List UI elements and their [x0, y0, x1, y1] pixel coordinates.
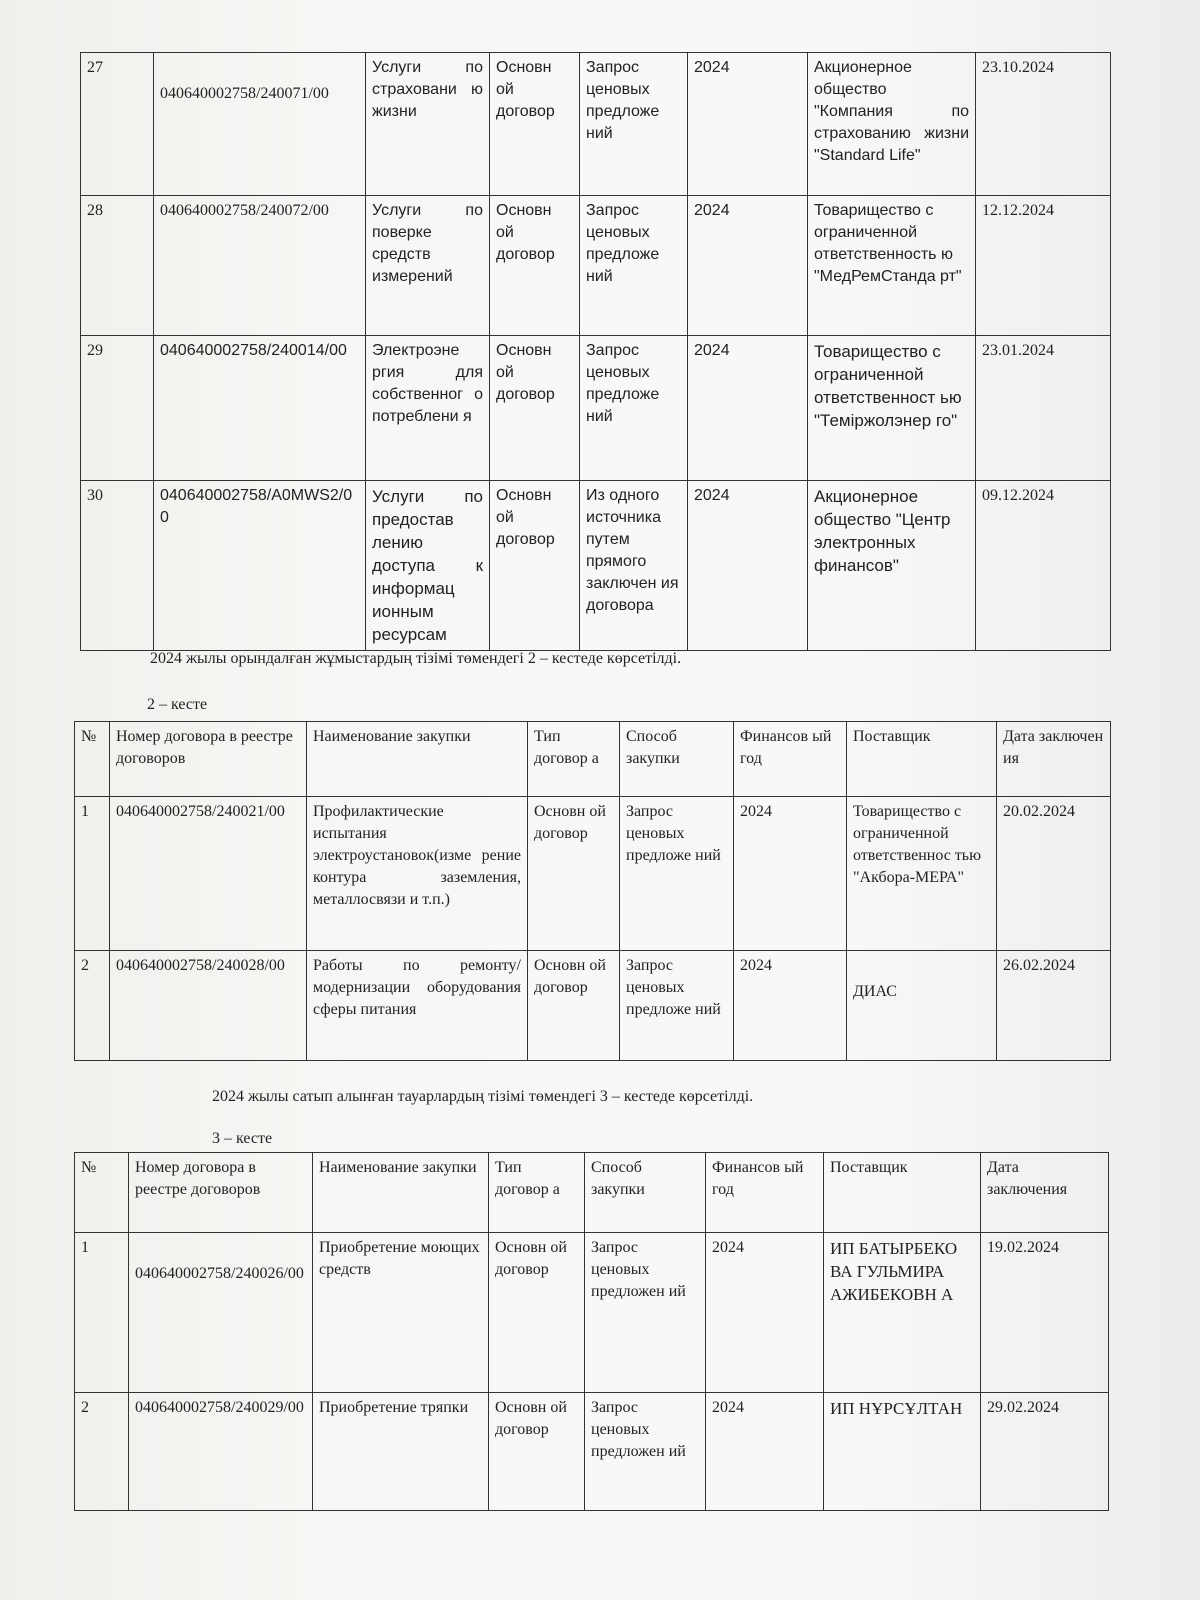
- fiscal-year: 2024: [734, 951, 847, 1061]
- table-row: [75, 951, 1111, 1061]
- contract-number: 040640002758/240014/00: [154, 336, 366, 481]
- table-header-row: [75, 722, 1111, 797]
- fiscal-year: 2024: [706, 1233, 824, 1393]
- conclusion-date: 29.02.2024: [981, 1393, 1109, 1511]
- supplier: ДИАС: [847, 951, 997, 1061]
- header-number: №: [75, 1153, 129, 1233]
- header-contract-type: Тип договор а: [489, 1153, 585, 1233]
- table-3-caption: 3 – кесте: [212, 1130, 273, 1147]
- purchase-name: Работы по ремонту/модернизации оборудования сферы питания: [307, 951, 528, 1061]
- supplier: Товарищество с ограниченной ответственность ю "МедРемСтанда рт": [808, 196, 976, 336]
- supplier: Товарищество с ограниченной ответственност ью "Теміржолэнер го": [808, 336, 976, 481]
- header-purchase-name: Наименование закупки: [313, 1153, 489, 1233]
- contract-number: 040640002758/240071/00: [154, 53, 366, 196]
- purchase-name: Услуги по предостав лению доступа к информац ионным ресурсам: [366, 481, 490, 651]
- header-supplier: Поставщик: [824, 1153, 981, 1233]
- purchase-method: Запрос ценовых предложе ний: [580, 53, 688, 196]
- conclusion-date: 12.12.2024: [976, 196, 1111, 336]
- conclusion-date: 26.02.2024: [997, 951, 1111, 1061]
- contract-number: 040640002758/240029/00: [129, 1393, 313, 1511]
- header-purchase-name: Наименование закупки: [307, 722, 528, 797]
- contracts-table-2: [74, 721, 1111, 1061]
- purchase-name: Приобретение моющих средств: [313, 1233, 489, 1393]
- header-fiscal-year: Финансов ый год: [706, 1153, 824, 1233]
- supplier: Товарищество с ограниченной ответственнос тью "Акбора-МЕРА": [847, 797, 997, 951]
- fiscal-year: 2024: [688, 196, 808, 336]
- header-supplier: Поставщик: [847, 722, 997, 797]
- supplier: ИП БАТЫРБЕКО ВА ГУЛЬМИРА АЖИБЕКОВН А: [824, 1233, 981, 1393]
- contract-type: Основн ой договор: [490, 336, 580, 481]
- row-number: 27: [81, 53, 154, 196]
- contract-number: 040640002758/240026/00: [129, 1233, 313, 1393]
- purchase-method: Запрос ценовых предложе ний: [580, 196, 688, 336]
- purchase-name: Электроэне ргия для собственног о потреблени я: [366, 336, 490, 481]
- table-row: [75, 797, 1111, 951]
- supplier: ИП НҰРСҰЛТАН: [824, 1393, 981, 1511]
- purchase-name: Услуги по страховани ю жизни: [366, 53, 490, 196]
- fiscal-year: 2024: [734, 797, 847, 951]
- conclusion-date: 20.02.2024: [997, 797, 1111, 951]
- contract-type: Основн ой договор: [490, 481, 580, 651]
- purchase-name: Услуги по поверке средств измерений: [366, 196, 490, 336]
- purchase-name: Приобретение тряпки: [313, 1393, 489, 1511]
- row-number: 1: [75, 1233, 129, 1393]
- supplier: Акционерное общество "Компания по страхованию жизни "Standard Life": [808, 53, 976, 196]
- header-contract-type: Тип договор а: [528, 722, 620, 797]
- paragraph-goods-list: 2024 жылы сатып алынған тауарлардың тізімі төмендегі 3 – кестеде көрсетілді.: [212, 1088, 754, 1105]
- conclusion-date: 19.02.2024: [981, 1233, 1109, 1393]
- header-fiscal-year: Финансов ый год: [734, 722, 847, 797]
- fiscal-year: 2024: [688, 53, 808, 196]
- header-purchase-method: Способ закупки: [585, 1153, 706, 1233]
- purchase-method: Запрос ценовых предложе ний: [620, 797, 734, 951]
- contract-type: Основн ой договор: [490, 196, 580, 336]
- row-number: 30: [81, 481, 154, 651]
- supplier: Акционерное общество "Центр электронных финансов": [808, 481, 976, 651]
- purchase-method: Запрос ценовых предложен ий: [585, 1393, 706, 1511]
- table-row: [75, 1393, 1109, 1511]
- contracts-table-1: [80, 52, 1111, 651]
- contracts-table-3: [74, 1152, 1109, 1511]
- purchase-method: Запрос ценовых предложе ний: [580, 336, 688, 481]
- purchase-name: Профилактические испытания электроустановок(изме рение контура заземления, металлосвязи и т.п.): [307, 797, 528, 951]
- row-number: 1: [75, 797, 110, 951]
- purchase-method: Запрос ценовых предложен ий: [585, 1233, 706, 1393]
- contract-number: 040640002758/A0MWS2/00: [154, 481, 366, 651]
- purchase-method: Из одного источника путем прямого заключен ия договора: [580, 481, 688, 651]
- fiscal-year: 2024: [688, 336, 808, 481]
- contract-type: Основн ой договор: [489, 1233, 585, 1393]
- table-header-row: [75, 1153, 1109, 1233]
- table-row: [81, 53, 1111, 196]
- contract-number: 040640002758/240028/00: [110, 951, 307, 1061]
- table-row: [81, 196, 1111, 336]
- row-number: 28: [81, 196, 154, 336]
- paragraph-works-list: 2024 жылы орындалған жұмыстардың тізімі төмендегі 2 – кестеде көрсетілді.: [150, 650, 682, 667]
- contract-type: Основн ой договор: [489, 1393, 585, 1511]
- fiscal-year: 2024: [706, 1393, 824, 1511]
- fiscal-year: 2024: [688, 481, 808, 651]
- purchase-method: Запрос ценовых предложе ний: [620, 951, 734, 1061]
- conclusion-date: 23.01.2024: [976, 336, 1111, 481]
- header-contract-number: Номер договора в реестре договоров: [129, 1153, 313, 1233]
- contract-number: 040640002758/240072/00: [154, 196, 366, 336]
- header-conclusion-date: Дата заключен ия: [997, 722, 1111, 797]
- header-number: №: [75, 722, 110, 797]
- header-purchase-method: Способ закупки: [620, 722, 734, 797]
- conclusion-date: 09.12.2024: [976, 481, 1111, 651]
- row-number: 2: [75, 1393, 129, 1511]
- table-2-caption: 2 – кесте: [147, 696, 208, 713]
- table-row: [75, 1233, 1109, 1393]
- conclusion-date: 23.10.2024: [976, 53, 1111, 196]
- contract-type: Основн ой договор: [490, 53, 580, 196]
- row-number: 2: [75, 951, 110, 1061]
- row-number: 29: [81, 336, 154, 481]
- contract-type: Основн ой договор: [528, 797, 620, 951]
- contract-number: 040640002758/240021/00: [110, 797, 307, 951]
- table-row: [81, 481, 1111, 651]
- table-row: [81, 336, 1111, 481]
- header-contract-number: Номер договора в реестре договоров: [110, 722, 307, 797]
- contract-type: Основн ой договор: [528, 951, 620, 1061]
- header-conclusion-date: Дата заключения: [981, 1153, 1109, 1233]
